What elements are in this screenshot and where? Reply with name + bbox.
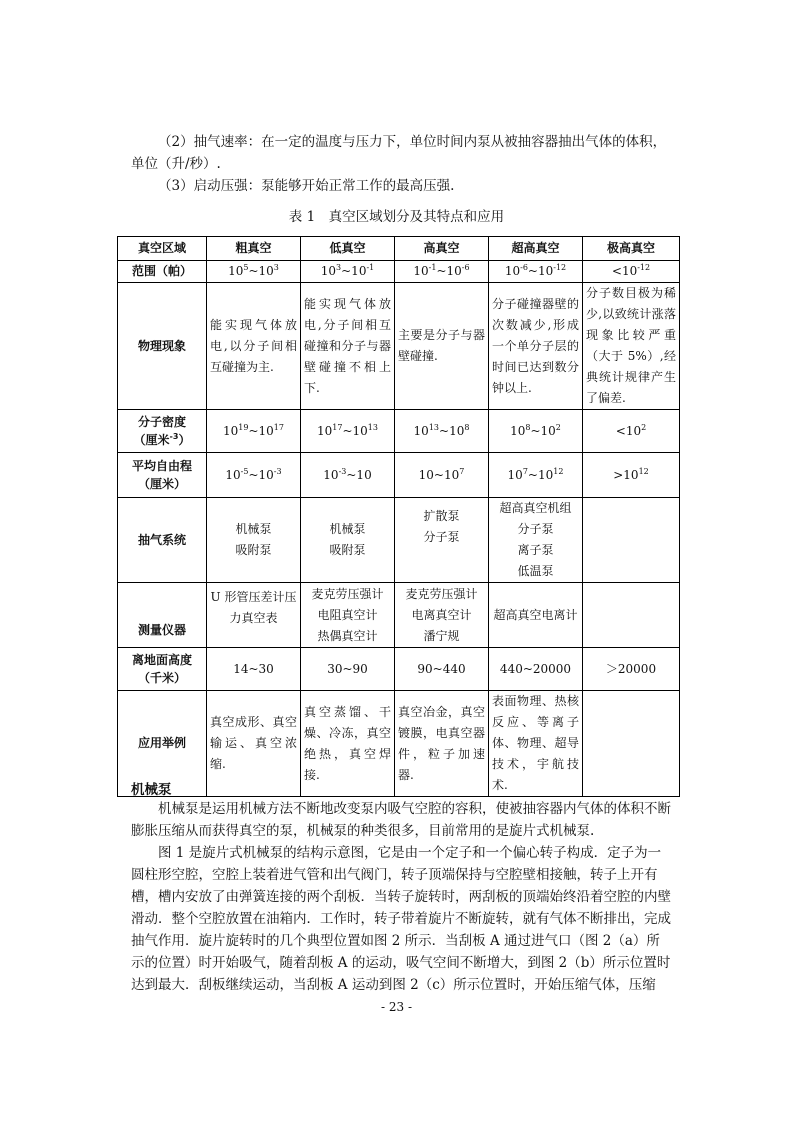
- pump-cell: 机械泵 吸附泵: [301, 498, 395, 583]
- application-cell: 表面物理、热核反应、等离子体、物理、超导技术，宇航技术.: [489, 691, 583, 797]
- density-cell: $10^{13}\sim 10^8$: [395, 410, 489, 453]
- header-cell: 高真空: [395, 237, 489, 261]
- mfp-cell: $10^{-5}\sim 10^{-3}$: [207, 453, 301, 498]
- altitude-cell: 440~20000: [489, 648, 583, 691]
- range-cell: $10^{-6}\sim 10^{-12}$: [489, 261, 583, 283]
- physics-cell: 分子数目极为稀少,以致统计涨落现象比较严重（大于 5%）,经典统计规律产生了偏差.: [583, 283, 680, 410]
- pump-cell: [583, 498, 680, 583]
- density-cell: $10^{19}\sim 10^{17}$: [207, 410, 301, 453]
- row-label: 物理现象: [118, 283, 207, 410]
- altitude-cell: 30~90: [301, 648, 395, 691]
- gauge-cell: 麦克劳压强计 电阻真空计 热偶真空计: [301, 583, 395, 648]
- table-row-applications: [118, 691, 680, 797]
- density-cell: $10^{17}\sim 10^{13}$: [301, 410, 395, 453]
- row-label: 离地面高度 （千米）: [118, 648, 207, 691]
- application-cell: 真空成形、真空输运、真空浓缩.: [207, 691, 301, 797]
- table-row-range: [118, 261, 680, 283]
- mfp-cell: $10^7\sim 10^{12}$: [489, 453, 583, 498]
- mfp-cell: $>10^{12}$: [583, 453, 680, 498]
- section-title: 机械泵: [131, 782, 172, 798]
- range-cell: $<10^{-12}$: [583, 261, 680, 283]
- header-cell: 粗真空: [207, 237, 301, 261]
- gauge-cell: 超高真空电离计: [489, 583, 583, 648]
- row-label: 测量仪器: [118, 583, 207, 648]
- gauge-cell: 麦克劳压强计 电离真空计 潘宁规: [395, 583, 489, 648]
- row-label: 范围（帕）: [118, 261, 207, 283]
- vacuum-region-table: [117, 236, 680, 797]
- paragraph-mechanical-pump: 机械泵是运用机械方法不断地改变泵内吸气空腔的容积，使被抽容器内气体的体积不断膨胀压缩从而获得真空的泵，机械泵的种类很多，目前常用的是旋片式机械泵.: [131, 801, 671, 839]
- physics-cell: 主要是分子与器壁碰撞.: [395, 283, 489, 410]
- row-label: 分子密度 （厘米$^{-3}$）: [118, 410, 207, 453]
- row-label: 平均自由程 （厘米）: [118, 453, 207, 498]
- table-caption: 表 1 真空区域划分及其特点和应用: [288, 209, 505, 225]
- table-row-physics: [118, 283, 680, 410]
- mfp-cell: $10\sim 10^7$: [395, 453, 489, 498]
- pump-cell: 超高真空机组 分子泵 离子泵 低温泵: [489, 498, 583, 583]
- table-header-row: [118, 237, 680, 261]
- density-cell: $10^8\sim 10^2$: [489, 410, 583, 453]
- pump-cell: 扩散泵 分子泵: [395, 498, 489, 583]
- mfp-cell: $10^{-3}\sim 10$: [301, 453, 395, 498]
- altitude-cell: 90~440: [395, 648, 489, 691]
- range-cell: $10^3\sim 10^{-1}$: [301, 261, 395, 283]
- range-cell: $10^5\sim 10^3$: [207, 261, 301, 283]
- table-row-gauge: [118, 583, 680, 648]
- altitude-cell: ＞20000: [583, 648, 680, 691]
- row-label: 应用举例: [118, 691, 207, 797]
- density-cell: $<10^2$: [583, 410, 680, 453]
- table-row-density: [118, 410, 680, 453]
- application-cell: [583, 691, 680, 797]
- table-row-altitude: [118, 648, 680, 691]
- altitude-cell: 14~30: [207, 648, 301, 691]
- table-row-mean-free-path: [118, 453, 680, 498]
- row-label: 抽气系统: [118, 498, 207, 583]
- application-cell: 真空蒸馏、干燥、冷冻，真空绝热，真空焊接.: [301, 691, 395, 797]
- table-row-pump-system: [118, 498, 680, 583]
- page-number: - 23 -: [380, 1000, 412, 1014]
- physics-cell: 能实现气体放电,分子间相互碰撞和分子与器壁碰撞不相上下.: [301, 283, 395, 410]
- range-cell: $10^{-1}\sim 10^{-6}$: [395, 261, 489, 283]
- physics-cell: 分子碰撞器壁的次数减少,形成一个单分子层的时间已达到数分钟以上.: [489, 283, 583, 410]
- header-cell: 低真空: [301, 237, 395, 261]
- paragraph-starting-pressure: （3）启动压强：泵能够开始正常工作的最高压强.: [158, 178, 455, 194]
- header-cell: 超高真空: [489, 237, 583, 261]
- pump-cell: 机械泵 吸附泵: [207, 498, 301, 583]
- paragraph-rotary-vane-pump: 图 1 是旋片式机械泵的结构示意图，它是由一个定子和一个偏心转子构成．定子为一圆柱形空腔，空腔上装着进气管和出气阀门，转子顶端保持与空腔壁相接触，转子上开有槽，槽内安放了由弹簧连接的两个刮板．当转子旋转时，两刮板的顶端始终沿着空腔的内壁滑动．整个空腔放置在油箱内．工作时，转子带着旋片不断旋转，就有气体不断排出，完成抽气作用．旋片旋转时的几个典型位置如图 2 所示．当刮板 A 通过进气口（图 2（a）所示的位置）时开始吸气，随着刮板 A 的运动，吸气空间不断增大，到图 2（b）所示位置时达到最大．刮板继续运动，当刮板 A 运动到图 2（c）所示位置时，开始压缩气体，压缩: [131, 845, 671, 993]
- application-cell: 真空冶金，真空镀膜，电真空器件，粒子加速器.: [395, 691, 489, 797]
- gauge-cell: [583, 583, 680, 648]
- physics-cell: 能实现气体放电,以分子间相互碰撞为主.: [207, 283, 301, 410]
- header-cell: 真空区域: [118, 237, 207, 261]
- gauge-cell: U 形管压差计压 力真空表: [207, 583, 301, 648]
- header-cell: 极高真空: [583, 237, 680, 261]
- paragraph-pumping-speed: （2）抽气速率：在一定的温度与压力下，单位时间内泵从被抽容器抽出气体的体积，单位（升/秒）.: [131, 134, 667, 172]
